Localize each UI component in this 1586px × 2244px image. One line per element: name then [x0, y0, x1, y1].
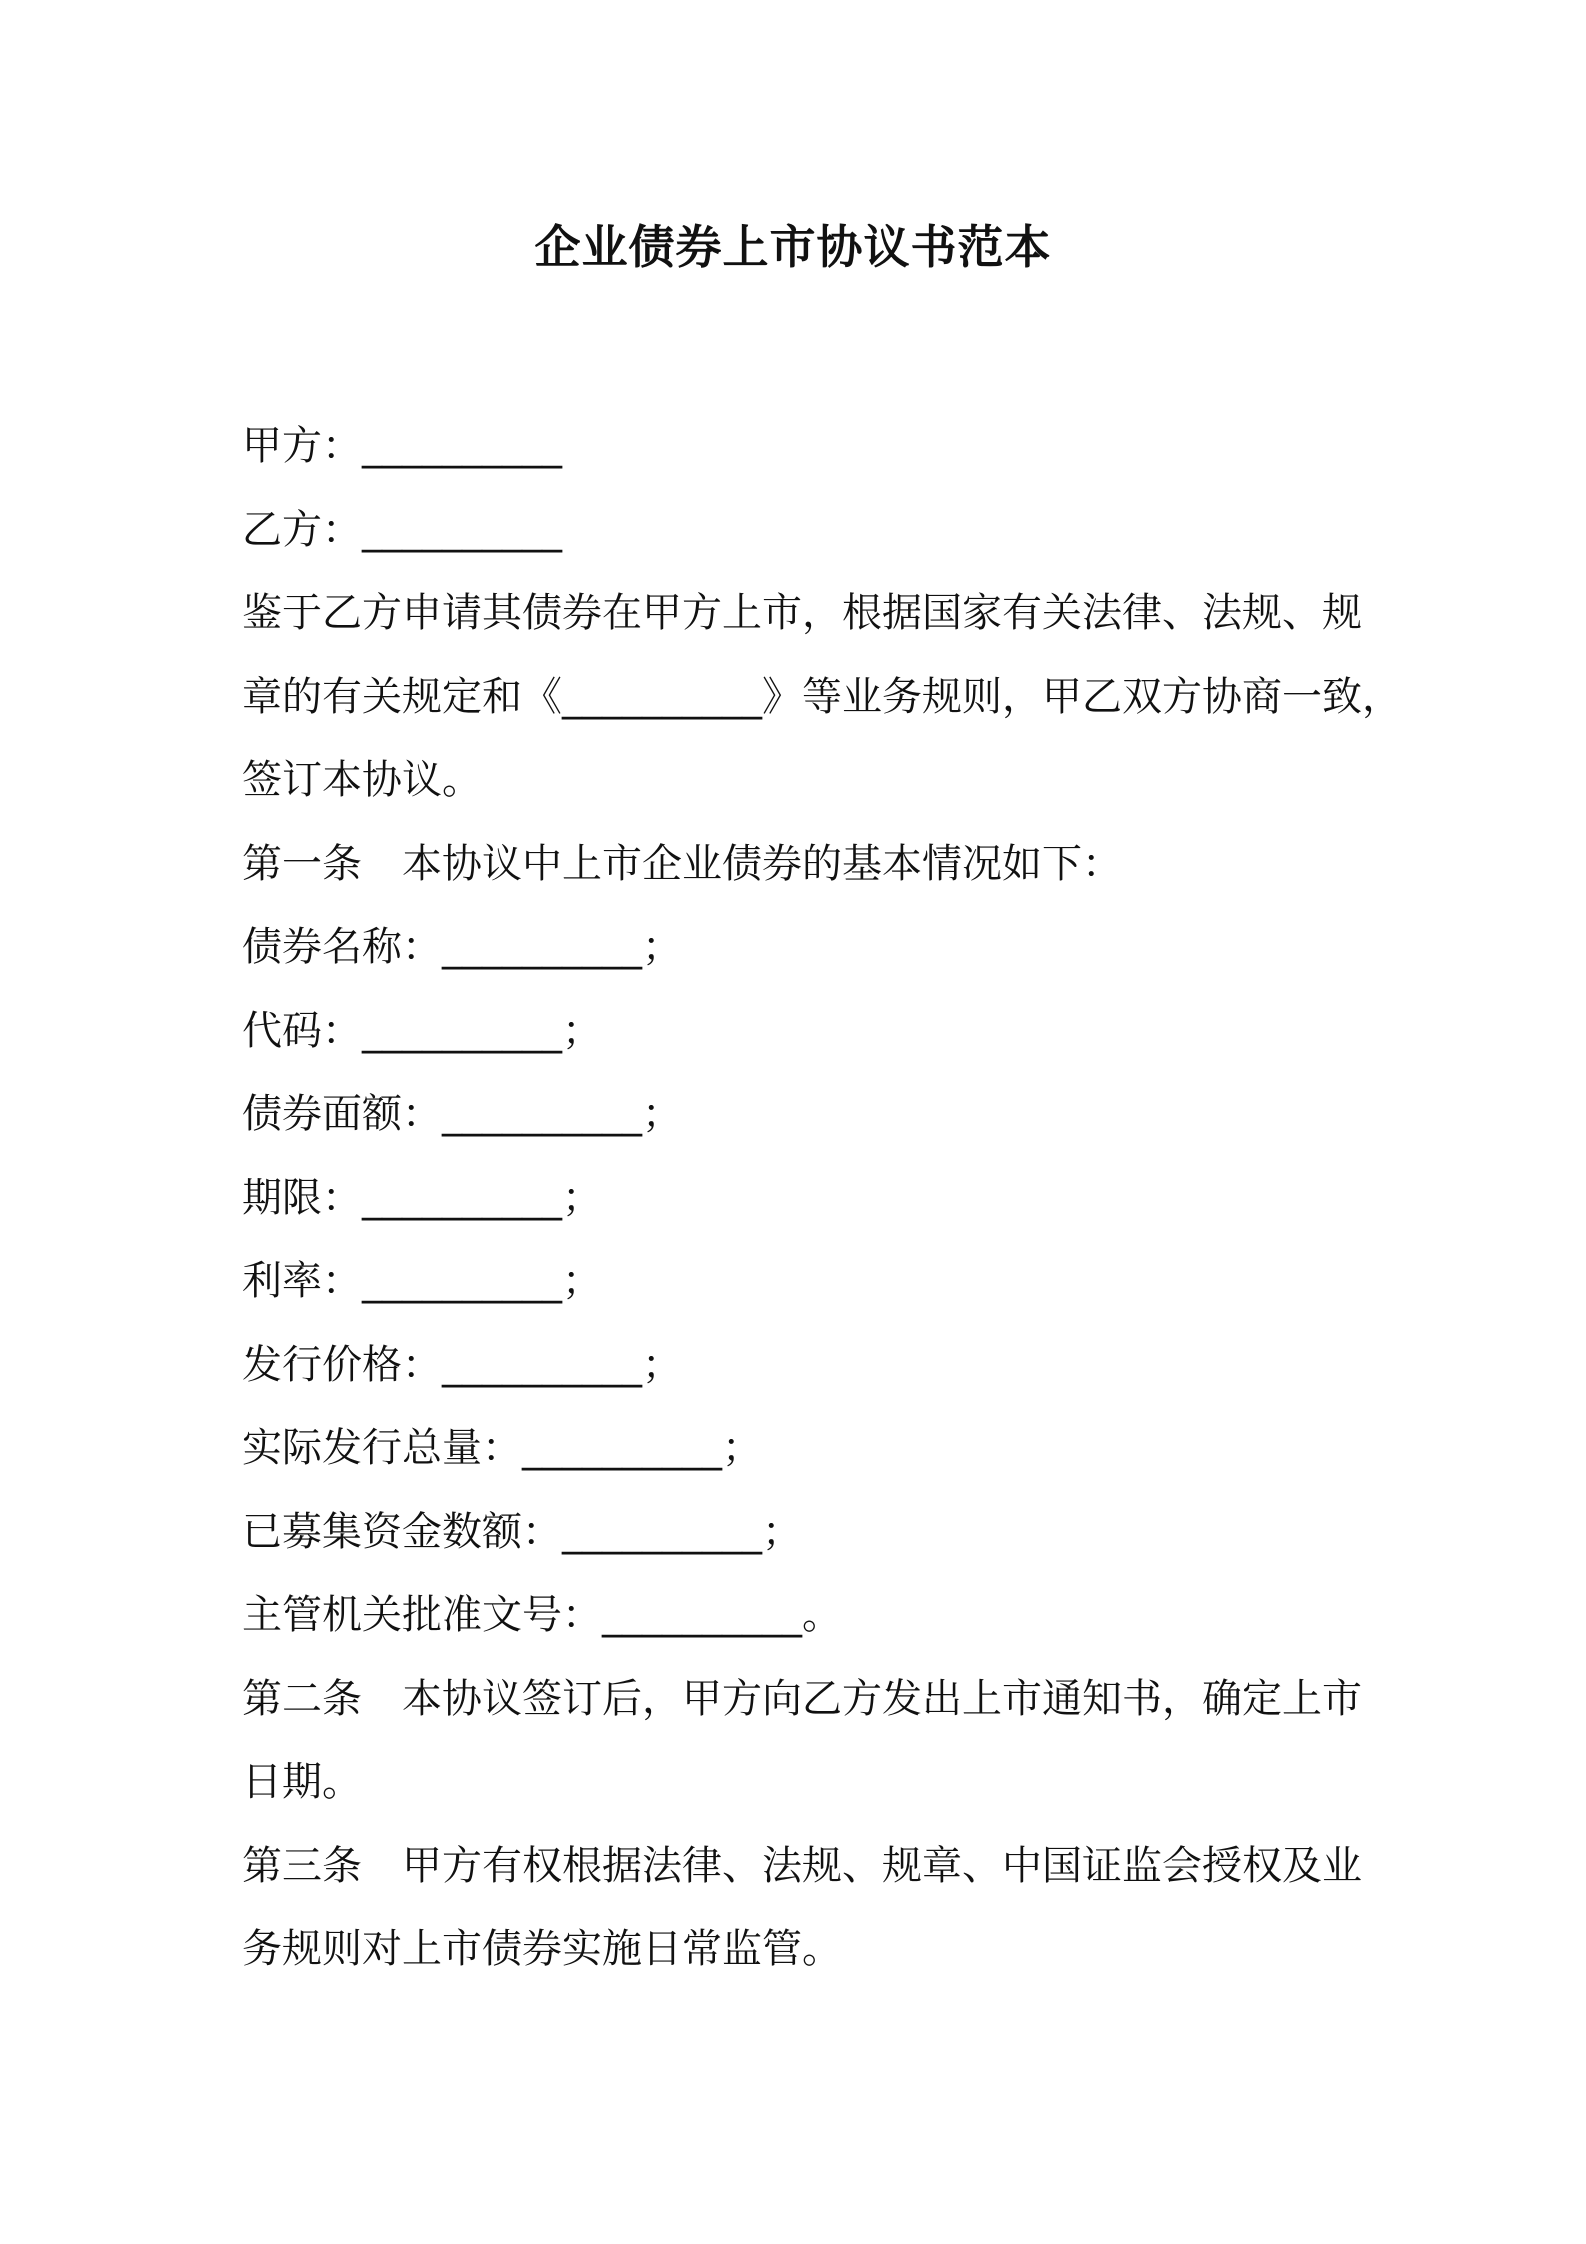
approval-number-line: 主管机关批准文号：__________。	[242, 1592, 842, 1638]
article-1-heading: 第一条 本协议中上市企业债券的基本情况如下：	[242, 840, 1122, 887]
document-title: 企业债券上市协议书范本	[534, 220, 1052, 274]
issue-price-line: 发行价格：__________；	[242, 1341, 682, 1388]
bond-rate-line: 利率：__________；	[242, 1258, 602, 1304]
article-3-line-1: 第三条 甲方有权根据法律、法规、规章、中国证监会授权及业	[242, 1842, 1362, 1889]
article-3-line-2: 务规则对上市债券实施日常监管。	[242, 1926, 842, 1972]
article-2-line-1: 第二条 本协议签订后，甲方向乙方发出上市通知书，确定上市	[242, 1675, 1362, 1722]
party-a-line: 甲方：__________	[242, 423, 562, 469]
document-body	[242, 405, 1402, 1992]
preamble-line-1: 鉴于乙方申请其债券在甲方上市，根据国家有关法律、法规、规	[242, 590, 1362, 636]
party-b-line: 乙方：__________	[242, 506, 562, 553]
actual-issue-total-line: 实际发行总量：__________；	[242, 1425, 762, 1471]
bond-code-line: 代码：__________；	[242, 1007, 602, 1054]
raised-funds-line: 已募集资金数额：__________；	[242, 1508, 802, 1555]
preamble-line-3: 签订本协议。	[242, 757, 482, 803]
article-2-line-2: 日期。	[242, 1759, 362, 1805]
bond-term-line: 期限：__________；	[242, 1174, 602, 1221]
bond-face-value-line: 债券面额：__________；	[242, 1091, 682, 1137]
bond-name-line: 债券名称：__________；	[242, 924, 682, 970]
preamble-line-2: 章的有关规定和《__________》等业务规则，甲乙双方协商一致，	[242, 673, 1402, 720]
